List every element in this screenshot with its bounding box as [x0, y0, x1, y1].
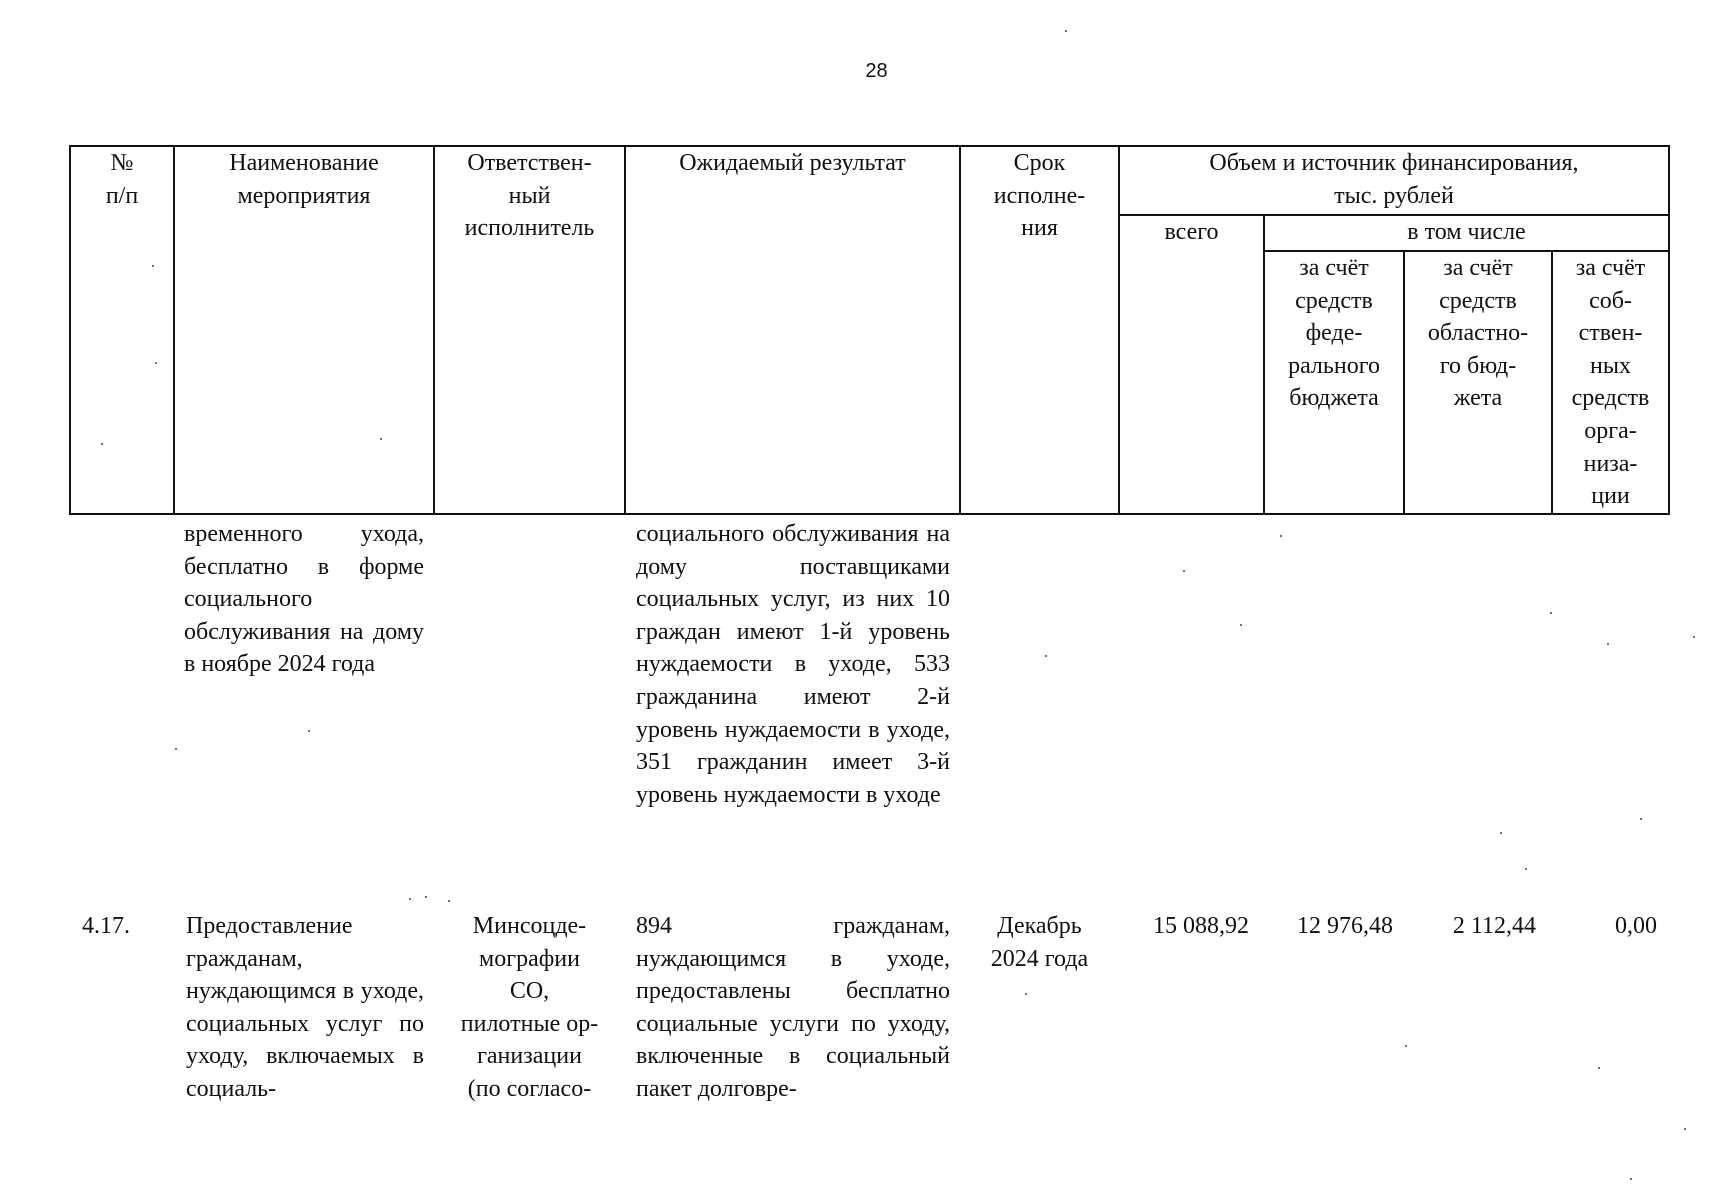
header-regional: за счёт средств областно- го бюд- жета: [1427, 255, 1529, 412]
continued-activity-name: временного ухода, бесплатно в форме социального обслуживания на дому в ноябре 2024 года: [184, 521, 424, 678]
row-regional: 2 112,44: [1452, 913, 1536, 939]
page-number: 28: [865, 60, 888, 82]
row-expected-result: 894 гражданам, нуждающимся в уходе, предоставлены бесплатно социальные услуги по уходу, включенные в социальный пакет долговре-: [636, 913, 950, 1102]
row-total: 15 088,92: [1153, 913, 1249, 939]
row-deadline: Декабрь 2024 года: [990, 913, 1089, 972]
header-including: в том числе: [1407, 219, 1526, 245]
header-funding: Объем и источник финансирования, тыс. рублей: [1209, 150, 1579, 209]
header-federal: за счёт средств феде- рального бюджета: [1288, 255, 1380, 412]
header-activity-name: Наименование мероприятия: [229, 150, 379, 209]
row-number: 4.17.: [82, 913, 130, 939]
row-own-funds: 0,00: [1615, 913, 1657, 939]
header-total: всего: [1164, 219, 1219, 245]
header-expected-result: Ожидаемый результат: [679, 150, 906, 176]
header-deadline: Срок исполне- ния: [993, 150, 1086, 242]
header-number: № п/п: [105, 150, 139, 209]
row-activity-name: Предоставление гражданам, нуждающимся в уходе, социальных услуг по уходу, включаемых в социаль-: [186, 913, 424, 1102]
continued-expected-result: социального обслуживания на дому поставщиками социальных услуг, из них 10 граждан имеют 1-й уровень нуждаемости в уходе, 533 гражданина имеют 2-й уровень нуждаемости в уходе, 351 гражданин имеет 3-й уровень нуждаемости в уходе: [636, 521, 950, 808]
row-responsible: Минсоцде- мографии СО, пилотные ор- ганизации (по согласо-: [460, 913, 599, 1102]
header-own-funds: за счёт соб- ствен- ных средств орга- низа- ции: [1571, 255, 1650, 510]
header-responsible: Ответствен- ный исполнитель: [464, 150, 595, 242]
row-federal: 12 976,48: [1297, 913, 1393, 939]
